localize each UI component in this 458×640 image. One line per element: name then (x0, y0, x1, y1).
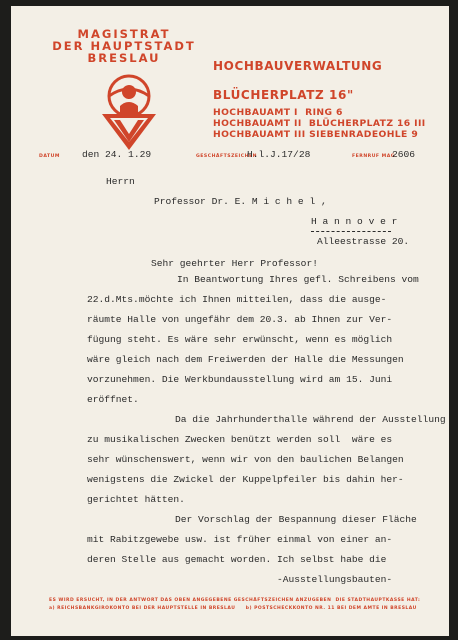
recipient-salutation: Herrn (106, 176, 135, 187)
recipient-city: H a n n o v e r (311, 216, 398, 227)
reference-label: GESCHÄFTSZEICHEN (196, 154, 257, 159)
body-line: sehr wünschenswert, wenn wir von den baulichen Belangen (87, 454, 404, 465)
recipient-name: Professor Dr. E. M i c h e l , (154, 196, 327, 207)
city-emblem-icon (96, 68, 162, 152)
body-line: zu musikalischen Zwecken benützt werden soll wäre es (87, 434, 393, 445)
department-name: HOCHBAUAMT III (213, 129, 306, 140)
letterhead-authority (49, 28, 199, 64)
body-line: mit Rabitzgewebe usw. ist früher einmal von einer an- (87, 534, 393, 545)
page-continuation: -Ausstellungsbauten- (277, 574, 393, 585)
letterhead-office: HOCHBAUVERWALTUNG (213, 59, 383, 73)
letter-sheet (11, 6, 449, 636)
phone-label: FERNRUF MAG. (352, 154, 398, 159)
body-line: eröffnet. (87, 394, 139, 405)
recipient-street: Alleestrasse 20. (317, 236, 410, 247)
department-row (213, 129, 418, 140)
body-line: In Beantwortung Ihres gefl. Schreibens vom (177, 274, 419, 285)
greeting: Sehr geehrter Herr Professor! (151, 258, 318, 269)
body-line: räumte Halle von ungefähr dem 20.3. ab Ihnen zur Ver- (87, 314, 393, 325)
department-name: HOCHBAUAMT II (213, 118, 302, 129)
body-line: Da die Jahrhunderthalle während der Ausstellung (175, 414, 446, 425)
body-line: wenigstens die Zwickel der Kuppelpfeiler bis dahin her- (87, 474, 404, 485)
body-line: vorzunehmen. Die Werkbundausstellung wird am 15. Juni (87, 374, 393, 385)
department-address: SIEBENRADEOHLE 9 (309, 129, 419, 140)
department-name: HOCHBAUAMT I (213, 107, 298, 118)
letterhead-line: BRESLAU (87, 51, 161, 65)
body-line: gerichtet hätten. (87, 494, 185, 505)
letterhead-address: BLÜCHERPLATZ 16" (213, 88, 354, 102)
date-value: den 24. 1.29 (82, 149, 152, 160)
department-row (213, 107, 343, 118)
phone-value: 2606 (392, 149, 416, 160)
body-line: Der Vorschlag der Bespannung dieser Fläche (175, 514, 417, 525)
department-row (213, 118, 426, 129)
department-address: RING 6 (305, 107, 343, 118)
body-line: deren Stelle aus gemacht worden. Ich selbst habe die (87, 554, 387, 565)
department-address: BLÜCHERPLATZ 16 III (308, 118, 426, 129)
footer-line: a) REICHSBANKGIROKONTO BEI DER HAUPTSTELLE IN BRESLAU b) POSTSCHECKKONTO NR. 11 BEI DEM AMTE IN BRESLAU (49, 606, 417, 611)
letterhead-line: MAGISTRAT (77, 27, 171, 41)
reference-value: H.l.J.17/28 (247, 149, 311, 160)
body-line: fügung steht. Es wäre sehr erwünscht, wenn es möglich (87, 334, 393, 345)
body-line: wäre gleich nach dem Freiwerden der Halle die Messungen (87, 354, 404, 365)
body-line: 22.d.Mts.möchte ich Ihnen mitteilen, dass die ausge- (87, 294, 387, 305)
letterhead-line: DER HAUPTSTADT (52, 39, 196, 53)
date-label: DATUM (39, 154, 60, 159)
footer-line: ES WIRD ERSUCHT, IN DER ANTWORT DAS OBEN ANGEGEBENE GESCHÄFTSZEICHEN ANZUGEBEN DIE STADTHAUPTKASSE HAT: (49, 598, 421, 603)
city-underline (311, 231, 391, 232)
